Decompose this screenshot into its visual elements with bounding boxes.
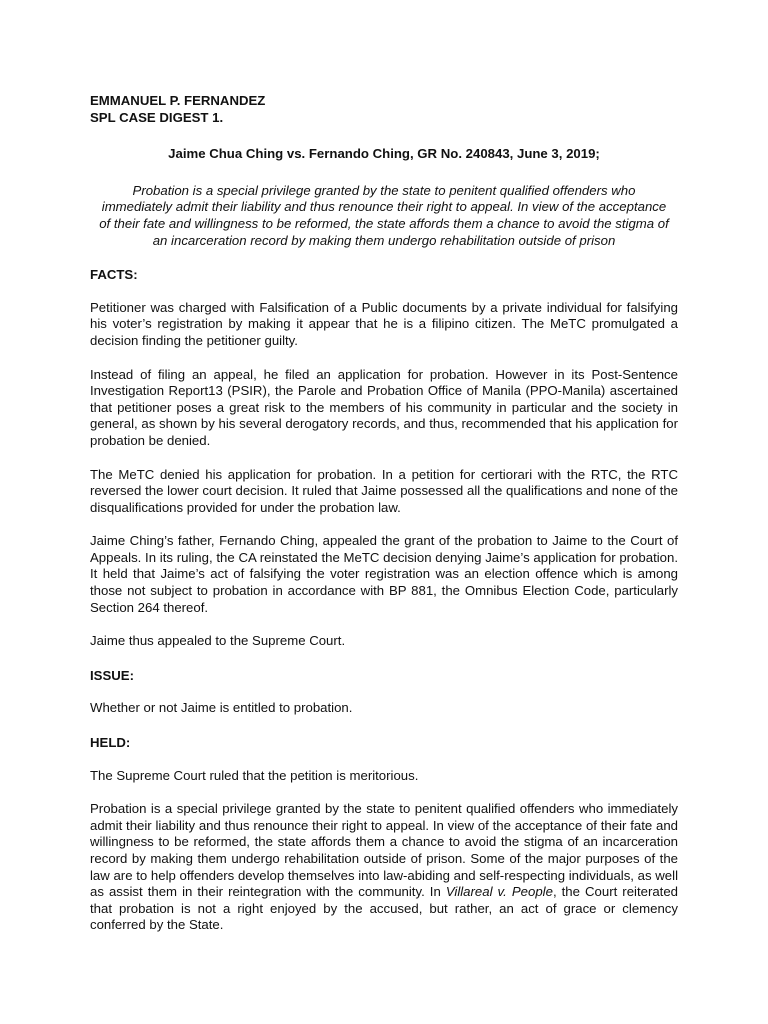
facts-paragraph: Instead of filing an appeal, he filed an application for probation. However in its Post-Sentence Investigation Report13 (PSIR), the Parole and Probation Office of Manila (PPO-Manila) ascertained that petitioner poses a great risk to the members of his community in particular and the society in general, as shown by his several derogatory records, and thus, recommended that his application for probation be denied. bbox=[90, 366, 678, 448]
held-paragraph: The Supreme Court ruled that the petition is meritorious. bbox=[90, 767, 419, 783]
held-heading: HELD: bbox=[90, 735, 131, 751]
case-title: Jaime Chua Ching vs. Fernando Ching, GR No. 240843, June 3, 2019; bbox=[168, 146, 600, 162]
facts-paragraph: Jaime thus appealed to the Supreme Court. bbox=[90, 633, 346, 649]
facts-paragraph: Petitioner was charged with Falsification of a Public documents by a private individual for falsifying his voter’s registration by making it appear that he is a filipino citizen. The MeTC promulgated a decision finding the petitioner guilty. bbox=[90, 299, 678, 348]
author-name: EMMANUEL P. FERNANDEZ bbox=[90, 93, 266, 108]
held-text-part: Probation is a special privilege granted by the state to penitent qualified offenders who immediately admit their liability and thus renounce their right to appeal. In view of the acceptance of their fate and willingness to be reformed, the state affords them a chance to avoid the stigma of an incarceration record by making them undergo rehabilitation outside of prison. Some of the major purposes of the law are to help offenders develop themselves into law-abiding and self-respecting individuals, as well as assist them in their reintegration with the community. In bbox=[90, 801, 678, 900]
cited-case-name: Villareal v. People bbox=[445, 884, 553, 900]
facts-heading: FACTS: bbox=[90, 267, 138, 283]
case-summary: Probation is a special privilege granted by the state to penitent qualified offenders who immediately admit their liability and thus renounce their right to appeal. In view of the acceptance of their fate and willingness to be reformed, the state affords them a chance to avoid the stigma of an incarceration record by making them undergo rehabilitation outside of prison bbox=[99, 182, 669, 248]
issue-paragraph: Whether or not Jaime is entitled to probation. bbox=[90, 700, 353, 716]
issue-heading: ISSUE: bbox=[90, 667, 134, 683]
held-paragraph-probation bbox=[90, 801, 678, 934]
held-text-part: , the Court reiterated that probation is not a right enjoyed by the accused, but rather, an act of grace or clemency conferred by the State. bbox=[90, 884, 679, 933]
document-subtitle: SPL CASE DIGEST 1. bbox=[90, 109, 224, 125]
facts-paragraph: Jaime Ching’s father, Fernando Ching, appealed the grant of the probation to Jaime to the Court of Appeals. In its ruling, the CA reinstated the MeTC decision denying Jaime’s application for probation. It held that Jaime’s act of falsifying the voter registration was an election offence which is among those not subject to probation in accordance with BP 881, the Omnibus Election Code, particularly Section 264 thereof. bbox=[90, 533, 678, 615]
facts-paragraph: The MeTC denied his application for probation. In a petition for certiorari with the RTC, the RTC reversed the lower court decision. It ruled that Jaime possessed all the qualifications and none of the disqualifications provided for under the probation law. bbox=[90, 466, 678, 515]
document-page bbox=[90, 93, 678, 934]
